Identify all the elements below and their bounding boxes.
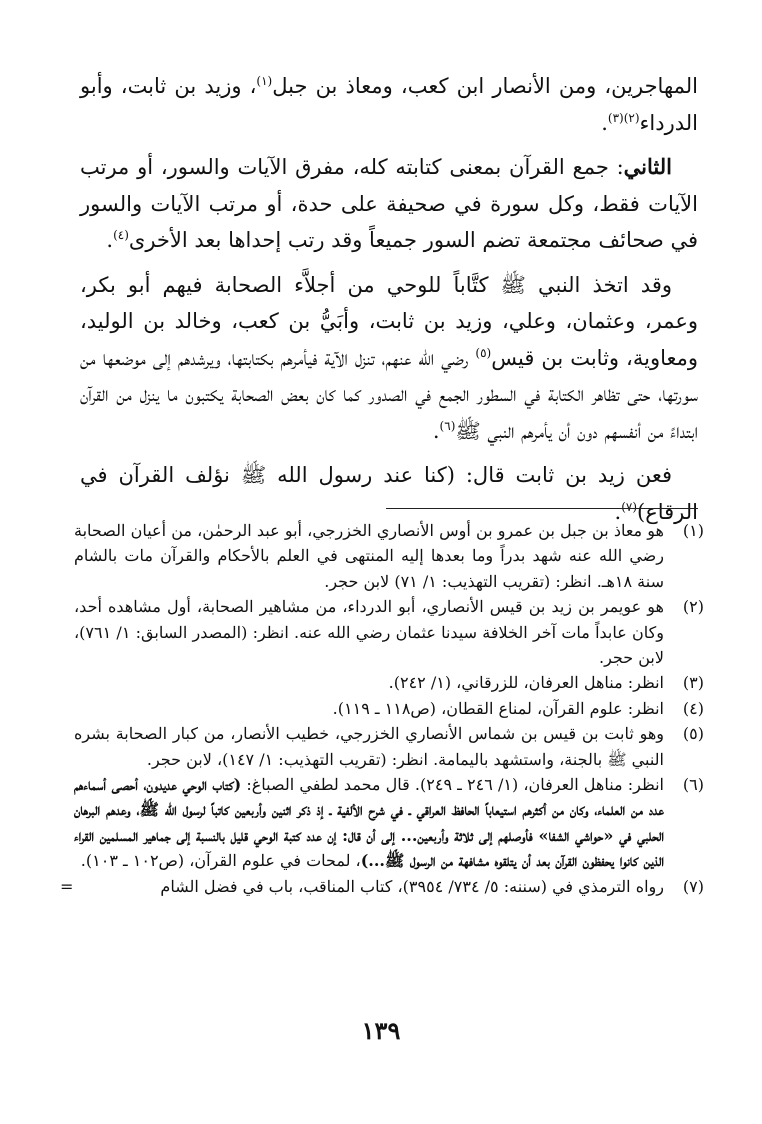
footnote-ref-4: (٤) bbox=[113, 228, 129, 242]
paragraph-2-text: : جمع القرآن بمعنى كتابته كله، مفرق الآيات والسور، أو مرتب الآيات فقط، وكل سورة في صحيفة على حدة، أو مرتب الآيات والسور في صحائف مجتمعة تضم السور جميعاً وقد رتب إحداها بعد الأخرى bbox=[80, 155, 698, 252]
footnote-7-text: رواه الترمذي في (سننه: ٥/ ٧٣٤/ ٣٩٥٤)، كتاب المناقب، باب في فضل الشام bbox=[160, 876, 664, 896]
footnote-6-quote: (كتاب الوحي عديدون، أحصى أسماءهم عدد من العلماء، وكان من أكثرهم استيعاباً الحافظ العراقي ـ في شرح الألفية ـ إذ ذكر اثنين وأربعين كاتباً لرسول الله ﷺ، وعدهم البرهان الحلبي في «حواشي الشفا» فأوصلهم إلى ثلاثة وأربعين... إلى أن قال: إن عدد كتبة الوحي قليل بالنسبة إلى جماهير المسلمين القراء الذين كانوا يحفظون القرآن بعد أن يتلقوه مشافهة من الرسول ﷺ...) bbox=[74, 775, 665, 871]
footnote-number: (٦) bbox=[682, 775, 704, 795]
footnote-2 bbox=[74, 594, 704, 670]
footnote-7 bbox=[60, 874, 704, 899]
paragraph-4: فعن زيد بن ثابت قال: (كنا عند رسول الله ﷺ نؤلف القرآن في الرقاع)$^{(٧)}$. bbox=[80, 463, 698, 524]
footnote-text: هو معاذ بن جبل بن عمرو بن أوس الأنصاري الخزرجي، أبو عبد الرحمٰن، من أعيان الصحابة رضي الله عنه شهد بدراً وما بعدها إليه المنتهى في العلم بالأحكام والقرآن مات بالشام سنة ١٨هـ. انظر: (تقريب التهذيب: ١/ ٧١) لابن حجر. bbox=[74, 521, 664, 591]
footnote-separator bbox=[386, 508, 698, 509]
footnote-text: وهو ثابت بن قيس بن شماس الأنصاري الخزرجي، خطيب الأنصار، من كبار الصحابة بشره النبي ﷺ بالجنة، واستشهد باليمامة. انظر: (تقريب التهذيب: ١/ ١٤٧)، لابن حجر. bbox=[74, 724, 664, 769]
footnote-ref-6: (٦) bbox=[439, 418, 456, 433]
paragraph-3-text-b: رضي الله عنهم، تنزل الآية فيأمرهم بكتابتها، ويرشدهم إلى موضعها من سورتها، حتى تظاهر الكتابة في السطور الجمع في الصدور كما كان بعض الصحابة يكتبون ما ينزل من القرآن ابتداءً من أنفسهم دون أن يأمرهم النبي ﷺ bbox=[80, 345, 698, 443]
footnote-text bbox=[60, 874, 664, 899]
footnote-5 bbox=[74, 721, 704, 772]
footnote-text: انظر: مناهل العرفان، للزرقاني، (١/ ٢٤٢). bbox=[388, 673, 664, 693]
paragraph-1-text-a: المهاجرين، ومن الأنصار ابن كعب، ومعاذ بن جبل bbox=[272, 74, 698, 98]
footnote-number: (٥) bbox=[682, 724, 704, 744]
footnote-number: (٧) bbox=[682, 876, 704, 896]
footnote-text bbox=[74, 772, 664, 874]
paragraph-4-text: فعن زيد بن ثابت قال: (كنا عند رسول الله ﷺ نؤلف القرآن في الرقاع) bbox=[80, 463, 698, 524]
footnote-number: (٢) bbox=[682, 597, 704, 617]
footnote-number: (١) bbox=[682, 521, 704, 540]
footnote-6-tail: ، لمحات في علوم القرآن، (ص١٠٢ ـ ١٠٣). bbox=[80, 851, 361, 871]
footnotes bbox=[60, 518, 704, 899]
footnote-3 bbox=[74, 670, 704, 695]
footnote-text: انظر: علوم القرآن، لمناع القطان، (ص١١٨ ـ ١١٩). bbox=[332, 698, 664, 718]
footnote-ref-1: (١) bbox=[256, 74, 273, 88]
footnote-ref-2-3: (٢)(٣) bbox=[607, 110, 640, 125]
paragraph-2: الثاني: جمع القرآن بمعنى كتابته كله، مفرق الآيات والسور، أو مرتب الآيات فقط، وكل سورة في صحيفة على حدة، أو مرتب الآيات والسور في صحائف مجتمعة تضم السور جميعاً وقد رتب إحداها بعد الأخرى$^{(٤)}$. bbox=[80, 154, 698, 252]
footnote-ref-5: (٥) bbox=[475, 345, 492, 360]
footnote-6 bbox=[74, 772, 704, 874]
footnote-number: (٤) bbox=[682, 698, 704, 718]
footnote-4 bbox=[74, 696, 704, 721]
paragraph-3-text-a: وقد اتخذ النبي ﷺ كتَّاباً للوحي من أجلاَّء الصحابة فيهم أبو بكر، وعمر، وعثمان، وعلي، وزيد بن ثابت، وأبَيُّ بن كعب، وخالد بن الوليد، ومعاوية، وثابت بن قيس bbox=[80, 272, 698, 370]
footnote-ref-7: (٧) bbox=[621, 499, 638, 514]
paragraph-1-text-b: ، وزيد بن ثابت، وأبو الدرداء bbox=[80, 74, 698, 135]
continuation-mark: = bbox=[60, 876, 74, 896]
footnote-6-plain: انظر: مناهل العرفان، (١/ ٢٤٦ ـ ٢٤٩). قال محمد لطفي الصباغ: bbox=[241, 775, 664, 795]
paragraph-1: المهاجرين، ومن الأنصار ابن كعب، ومعاذ بن جبل$^{(١)}$، وزيد بن ثابت، وأبو الدرداء$^{(٢)(٣)}$. bbox=[80, 74, 698, 135]
paragraph-2-keyword: الثاني bbox=[623, 154, 672, 179]
footnote-number: (٣) bbox=[682, 673, 704, 693]
page-number: ١٣٩ bbox=[361, 1016, 401, 1045]
main-text bbox=[80, 68, 698, 530]
footnote-1 bbox=[74, 518, 704, 594]
paragraph-3: وقد اتخذ النبي ﷺ كتَّاباً للوحي من أجلاَّء الصحابة فيهم أبو بكر، وعمر، وعثمان، وعلي، وزيد بن ثابت، وأبَيُّ بن كعب، وخالد بن الوليد، ومعاوية، وثابت بن قيس$^{(٥)}$ رضي الله عنهم، تنزل الآية فيأمرهم بكتابتها، ويرشدهم إلى موضعها من سورتها، حتى تظاهر الكتابة في السطور الجمع في الصدور كما كان بعض الصحابة يكتبون ما ينزل من القرآن ابتداءً من أنفسهم دون أن يأمرهم النبي ﷺ$^{(٦)}$. bbox=[80, 272, 698, 443]
footnote-text: هو عويمر بن زيد بن قيس الأنصاري، أبو الدرداء، من مشاهير الصحابة، أول مشاهده أحد، وكان عابداً مات آخر الخلافة سيدنا عثمان رضي الله عنه. انظر: (المصدر السابق: ١/ ٧٦١)، لابن حجر. bbox=[74, 597, 664, 668]
